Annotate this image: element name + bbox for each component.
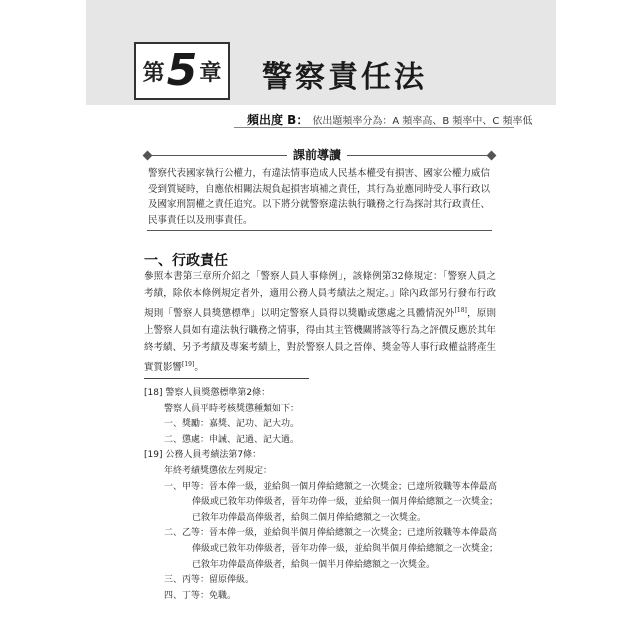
preview-heading-bar <box>147 148 492 162</box>
footnote-item: 二、乙等：晉本俸一級，並給與半個月俸給總額之一次獎金；已達所敘職等本俸最高俸級或已敘年功俸級者，晉年功俸一級，並給與半個月俸給總額之一次獎金；已敘年功俸最高俸級者，給與一個半月俸給總額之一次獎金。 <box>164 528 499 570</box>
footnote-divider <box>144 378 309 379</box>
footnote-title: 公務人員考績法第7條： <box>165 450 262 461</box>
chapter-number-box <box>134 42 230 100</box>
chapter-title: 警察責任法 <box>262 60 427 95</box>
preview-heading: 課前導讀 <box>287 148 347 162</box>
chapter-prefix: 第 <box>142 59 165 86</box>
footnote-ref-19[interactable]: [19] <box>182 361 195 369</box>
paragraph-text: 。 <box>194 362 204 374</box>
footnote-ref-18[interactable]: [18] <box>454 307 467 314</box>
footnotes <box>144 386 504 604</box>
diamond-icon <box>143 151 153 161</box>
footnote-item: 一、獎勵：嘉獎、記功、記大功。 <box>164 419 300 430</box>
footnote-item: 四、丁等：免職。 <box>164 590 237 601</box>
paragraph-text: 參照本書第三章所介紹之「警察人員人事條例」，該條例第32條規定：「警察人員之考績，除依本條例規定者外，適用公務人員考績法之規定。」除內政部另行發布行政規則「警察人員獎懲標準」以明定警察人員得以獎勵或懲處之具體情況外 <box>144 271 496 320</box>
chapter-number: 5 <box>166 45 198 96</box>
paragraph-text: ，原則上警察人員如有違法執行職務之情事，得由其主管機關將該等行為之評價反應於其年終考績、另予考績及專案考績上，對於警察人員之晉俸、獎金等人事行政權益將產生實質影響 <box>144 308 496 374</box>
footnote-label: [18] <box>144 388 163 398</box>
frequency-note <box>247 111 533 128</box>
frequency-label: 頻出度 B： <box>247 113 309 127</box>
footnote-19-title-line <box>144 448 504 464</box>
footnote-intro: 警察人員平時考核獎懲種類如下： <box>164 403 300 414</box>
diamond-icon <box>487 151 497 161</box>
frequency-underline <box>234 127 514 128</box>
frequency-description: 依出題頻率分為：A 頻率高、B 頻率中、C 頻率低 <box>312 116 533 127</box>
footnote-label: [19] <box>144 450 163 461</box>
footnote-title: 警察人員獎懲標準第2條： <box>165 388 271 398</box>
preview-text: 警察代表國家執行公權力，有違法情事造成人民基本權受有損害、國家公權力威信受到質疑時，自應依相關法規負起損害填補之責任，其行為並應同時受人事行政以及國家刑罰權之責任追究。以下將分就警察違法執行職務之行為探討其行政責任、民事責任以及刑事責任。 <box>148 168 491 226</box>
chapter-suffix: 章 <box>199 59 222 86</box>
section-heading: 一、行政責任 <box>144 253 228 269</box>
preview-bottom-divider <box>147 230 492 231</box>
section-paragraph <box>144 268 496 376</box>
footnote-18-title-line <box>144 386 504 402</box>
footnote-item: 三、丙等：留原俸級。 <box>164 575 255 586</box>
footnote-intro: 年終考績獎懲依左列規定： <box>164 465 273 476</box>
footnote-item: 一、甲等：晉本俸一級，並給與一個月俸給總額之一次獎金；已達所敘職等本俸最高俸級或已敘年功俸級者，晉年功俸一級，並給與一個月俸給總額之一次獎金；已敘年功俸最高俸級者，給與二個月俸給總額之一次獎金。 <box>164 481 499 523</box>
footnote-item: 二、懲處：申誡、記過、記大過。 <box>164 434 300 445</box>
